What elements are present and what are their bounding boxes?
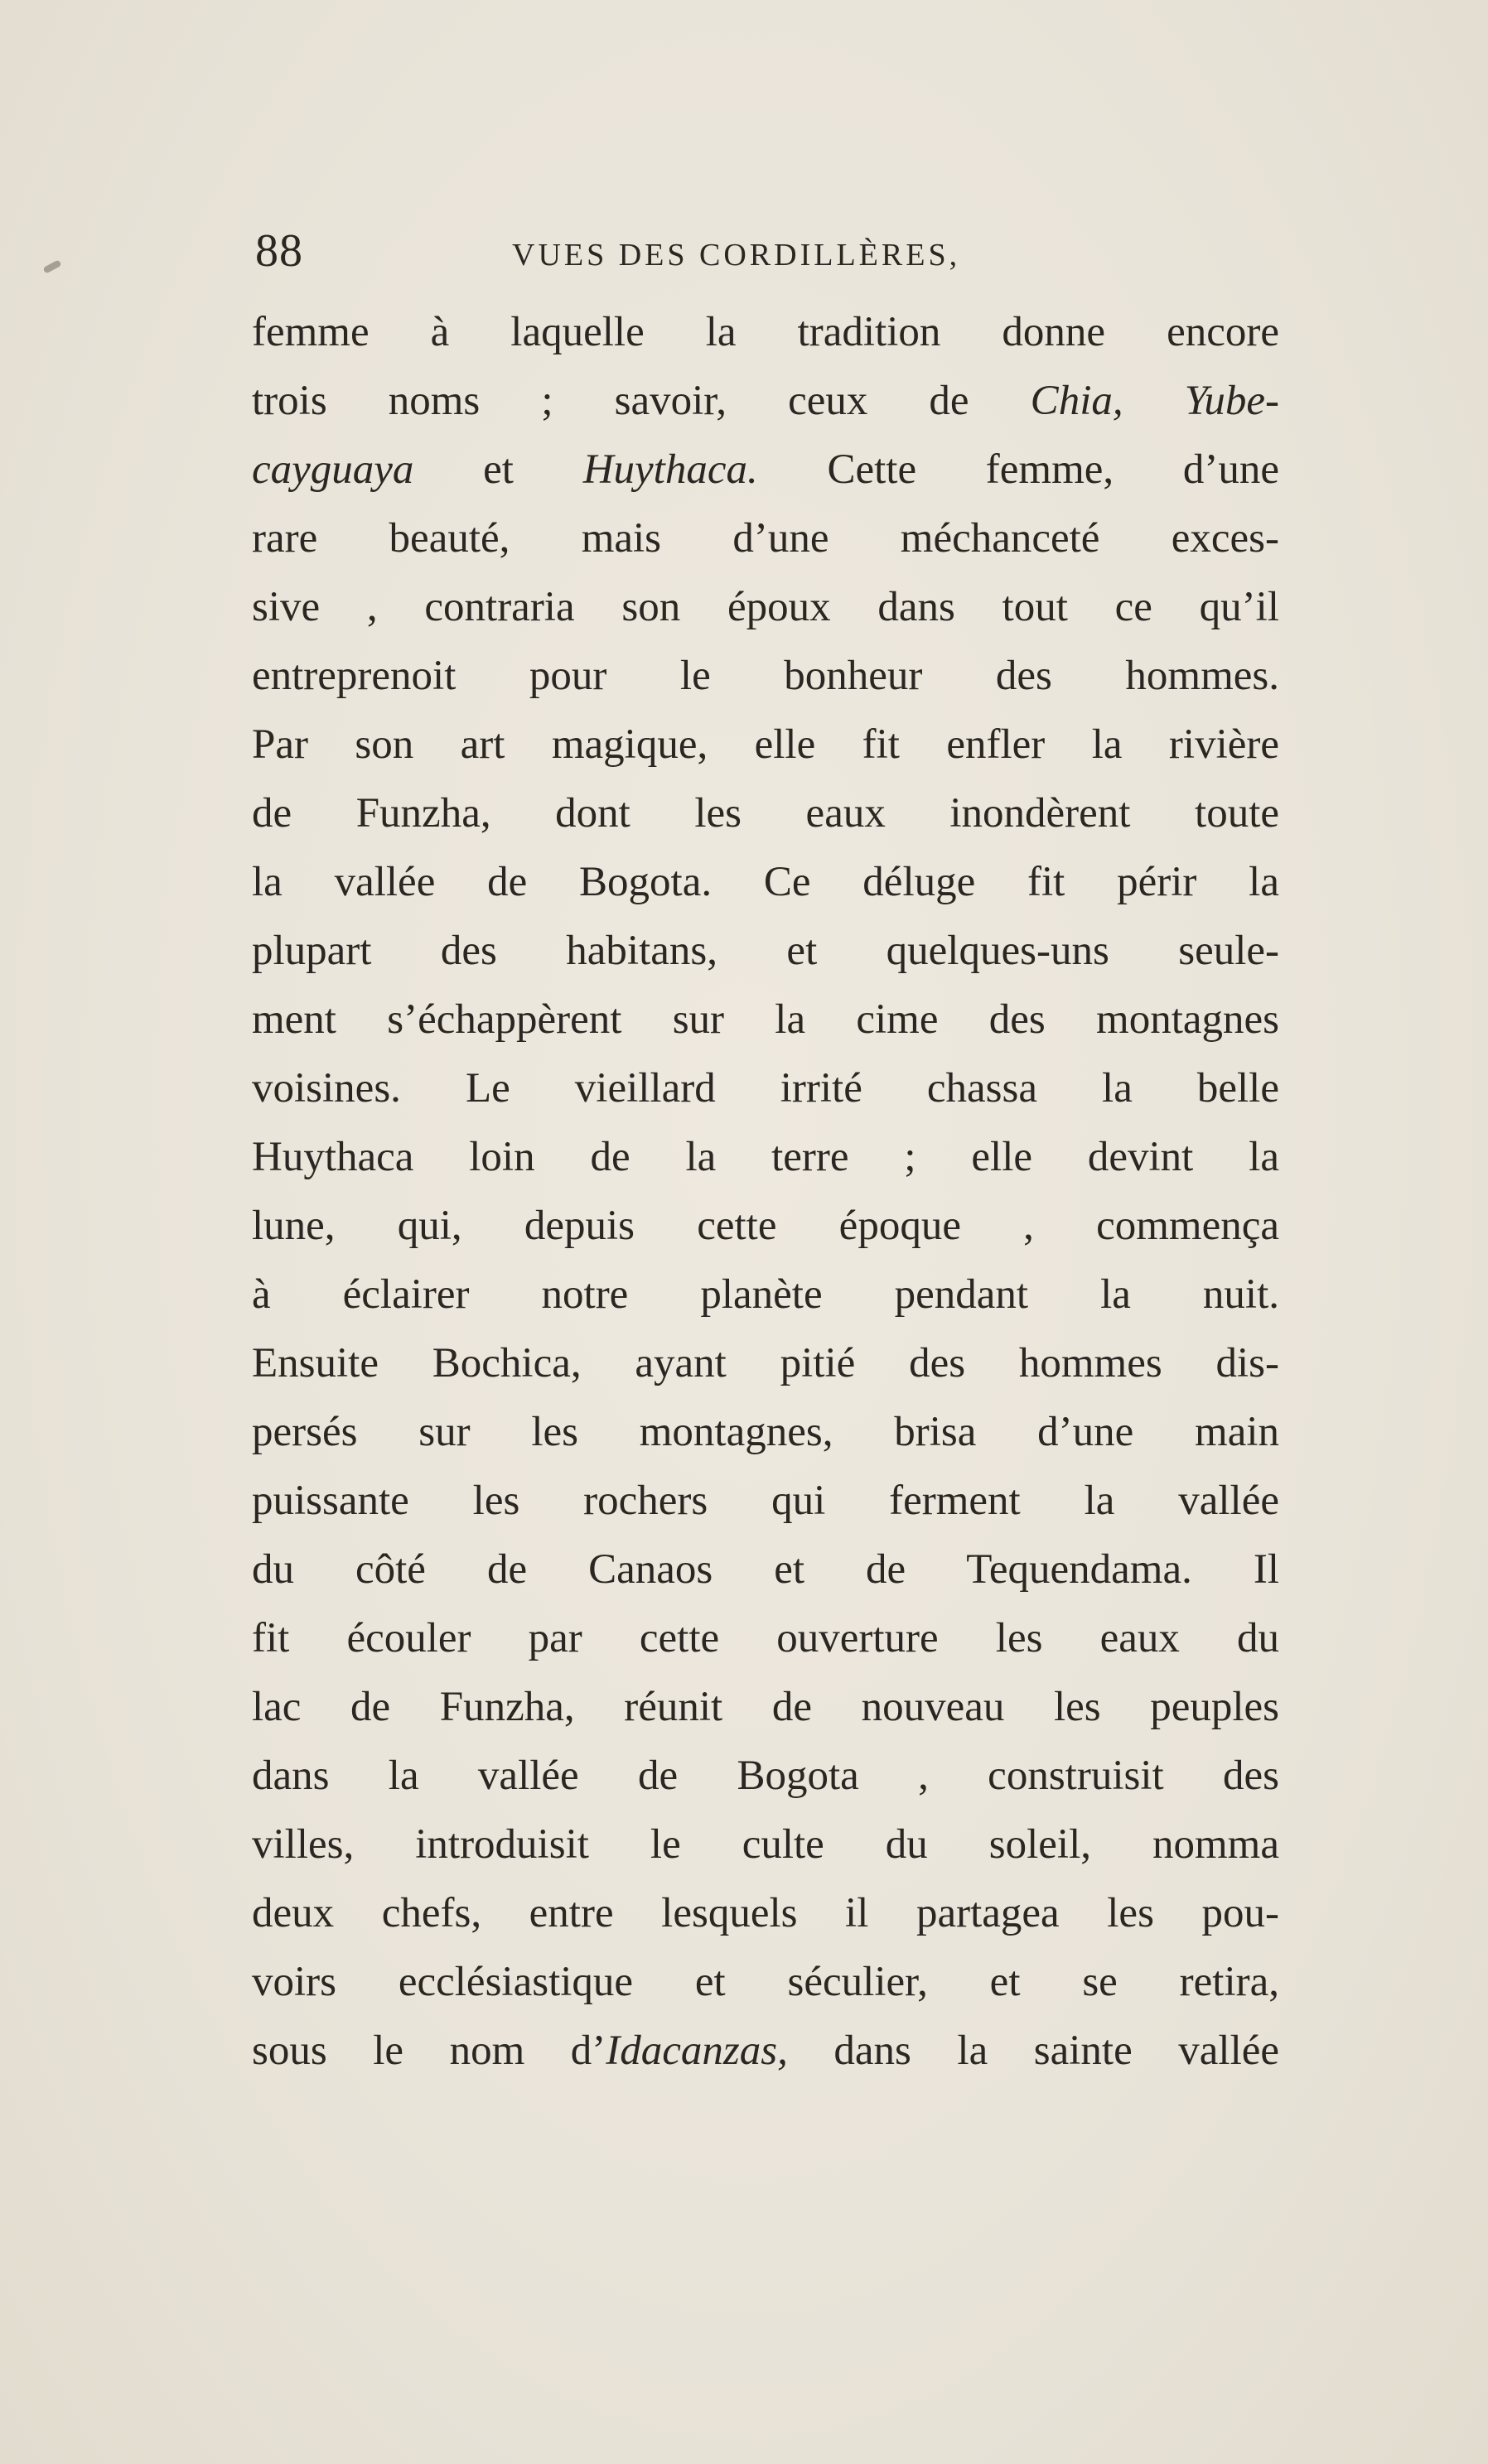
text-segment: ment s’échappèrent sur la cime des montagnes	[252, 996, 1279, 1043]
text-segment: Ensuite Bochica, ayant pitié des hommes dis-	[252, 1340, 1279, 1386]
text-segment: Par son art magique, elle fit enfler la rivière	[252, 721, 1279, 768]
text-segment: persés sur les montagnes, brisa d’une main	[252, 1409, 1279, 1455]
text-line	[252, 986, 1279, 1054]
italic-text: cayguaya	[252, 446, 414, 493]
text-segment: la vallée de Bogota. Ce déluge fit périr la	[252, 859, 1279, 905]
body-text	[252, 298, 1279, 2085]
italic-text: Huythaca.	[582, 446, 758, 493]
text-segment: entreprenoit pour le bonheur des hommes.	[252, 653, 1279, 699]
italic-text: Chia, Yube-	[1030, 378, 1279, 424]
text-segment: voisines. Le vieillard irrité chassa la belle	[252, 1065, 1279, 1111]
text-line	[252, 1604, 1279, 1673]
text-segment: du côté de Canaos et de Tequendama. Il	[252, 1546, 1279, 1593]
text-segment: fit écouler par cette ouverture les eaux du	[252, 1615, 1279, 1661]
text-line	[252, 1536, 1279, 1604]
text-line	[252, 1467, 1279, 1536]
text-segment: rare beauté, mais d’une méchanceté exces-	[252, 515, 1279, 562]
text-line	[252, 298, 1279, 367]
text-line	[252, 917, 1279, 986]
text-line	[252, 1398, 1279, 1467]
text-line	[252, 1673, 1279, 1742]
text-line	[252, 367, 1279, 436]
text-segment: Huythaca loin de la terre ; elle devint la	[252, 1134, 1279, 1180]
text-segment: trois noms ; savoir, ceux de	[252, 378, 1031, 424]
text-segment: sive , contraria son époux dans tout ce qu’il	[252, 584, 1279, 630]
page-header	[255, 222, 1283, 280]
text-line	[252, 573, 1279, 642]
ink-mark	[42, 259, 61, 273]
text-line	[252, 1879, 1279, 1948]
text-line	[252, 1948, 1279, 2017]
text-line	[252, 642, 1279, 711]
text-line	[252, 1261, 1279, 1329]
page-number: 88	[255, 225, 303, 277]
text-segment: et	[413, 446, 583, 493]
text-segment: dans la vallée de Bogota , construisit des	[252, 1753, 1279, 1799]
text-line	[252, 1811, 1279, 1879]
text-segment: dans la sainte vallée	[787, 2028, 1279, 2074]
running-head: VUES DES CORDILLÈRES,	[512, 238, 961, 272]
text-line	[252, 1123, 1279, 1192]
text-line	[252, 779, 1279, 848]
text-segment: sous le nom d’	[252, 2028, 606, 2074]
text-line	[252, 1329, 1279, 1398]
text-segment: plupart des habitans, et quelques-uns seule-	[252, 928, 1279, 974]
text-segment: Cette femme, d’une	[757, 446, 1279, 493]
text-line	[252, 436, 1279, 504]
italic-text: Idacanzas,	[606, 2028, 788, 2074]
text-line	[252, 848, 1279, 917]
text-line	[252, 504, 1279, 573]
text-segment: femme à laquelle la tradition donne encore	[252, 309, 1279, 355]
text-segment: à éclairer notre planète pendant la nuit.	[252, 1271, 1279, 1318]
text-segment: lac de Funzha, réunit de nouveau les peuples	[252, 1684, 1279, 1730]
text-segment: de Funzha, dont les eaux inondèrent toute	[252, 790, 1279, 837]
text-line	[252, 711, 1279, 779]
text-segment: deux chefs, entre lesquels il partagea les pou-	[252, 1890, 1279, 1936]
text-line	[252, 2017, 1279, 2085]
text-segment: puissante les rochers qui ferment la vallée	[252, 1478, 1279, 1524]
text-line	[252, 1054, 1279, 1123]
text-segment: lune, qui, depuis cette époque , commença	[252, 1203, 1279, 1249]
text-line	[252, 1192, 1279, 1261]
text-segment: voirs ecclésiastique et séculier, et se retira,	[252, 1959, 1279, 2005]
text-segment: villes, introduisit le culte du soleil, nomma	[252, 1821, 1279, 1868]
text-line	[252, 1742, 1279, 1811]
